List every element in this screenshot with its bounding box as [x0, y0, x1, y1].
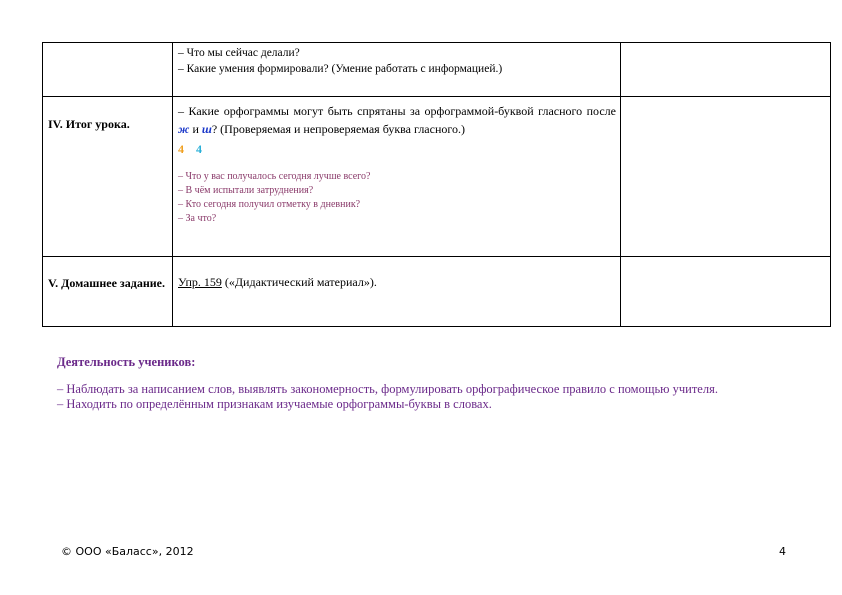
table-row — [43, 43, 831, 97]
student-activity-section — [57, 354, 785, 412]
homework-rest: («Дидактический материал»). — [221, 275, 377, 289]
conjunction-text: и — [189, 122, 202, 136]
stage-cell — [43, 257, 173, 327]
notes-cell — [621, 257, 831, 327]
reflection-question: – Что у вас получалось сегодня лучше всего? — [178, 171, 371, 182]
question-line: – Что мы сейчас делали? — [178, 47, 300, 59]
activity-title: Деятельность учеников: — [57, 355, 196, 369]
reflection-question: – В чём испытали затруднения? — [178, 185, 314, 196]
lesson-plan-table — [42, 42, 831, 327]
content-cell — [173, 43, 621, 97]
content-cell — [173, 97, 621, 257]
content-text — [173, 43, 620, 77]
notes-text — [621, 257, 830, 259]
content-cell — [173, 257, 621, 327]
notes-text — [621, 97, 830, 99]
reflection-question: – За что? — [178, 213, 217, 224]
number-markers — [178, 140, 616, 158]
homework-text — [173, 257, 620, 290]
notes-cell — [621, 43, 831, 97]
question-line: – Какие умения формировали? (Умение работать с информацией.) — [178, 63, 503, 75]
table-row — [43, 97, 831, 257]
page-number: 4 — [779, 545, 786, 558]
stage-cell — [43, 97, 173, 257]
reflection-questions — [178, 170, 616, 226]
activity-item: – Наблюдать за написанием слов, выявлять закономерность, формулировать орфографическое правило с помощью учителя. — [57, 382, 718, 396]
letter-sh: ш — [201, 122, 212, 136]
table-row — [43, 257, 831, 327]
stage-label: IV. Итог урока. — [48, 117, 130, 131]
notes-text — [621, 43, 830, 45]
number-marker-orange: 4 — [178, 142, 184, 156]
stage-label: V. Домашнее задание. — [48, 276, 165, 290]
notes-cell — [621, 97, 831, 257]
copyright-footer: © ООО «Баласс», 2012 — [61, 545, 194, 558]
letter-zh: ж — [178, 122, 190, 136]
summary-question — [178, 102, 616, 138]
number-marker-cyan: 4 — [196, 142, 202, 156]
exercise-link[interactable]: Упр. 159 — [178, 275, 222, 289]
answer-text: ? (Проверяемая и непроверяемая буква гласного.) — [211, 122, 465, 136]
activity-item: – Находить по определённым признакам изучаемые орфограммы-буквы в словах. — [57, 397, 492, 411]
stage-cell — [43, 43, 173, 97]
reflection-question: – Кто сегодня получил отметку в дневник? — [178, 199, 361, 210]
question-text: – Какие орфограммы могут быть спрятаны за орфограммой-буквой гласного после — [178, 104, 616, 118]
stage-label — [43, 43, 172, 45]
content-text — [173, 97, 620, 226]
